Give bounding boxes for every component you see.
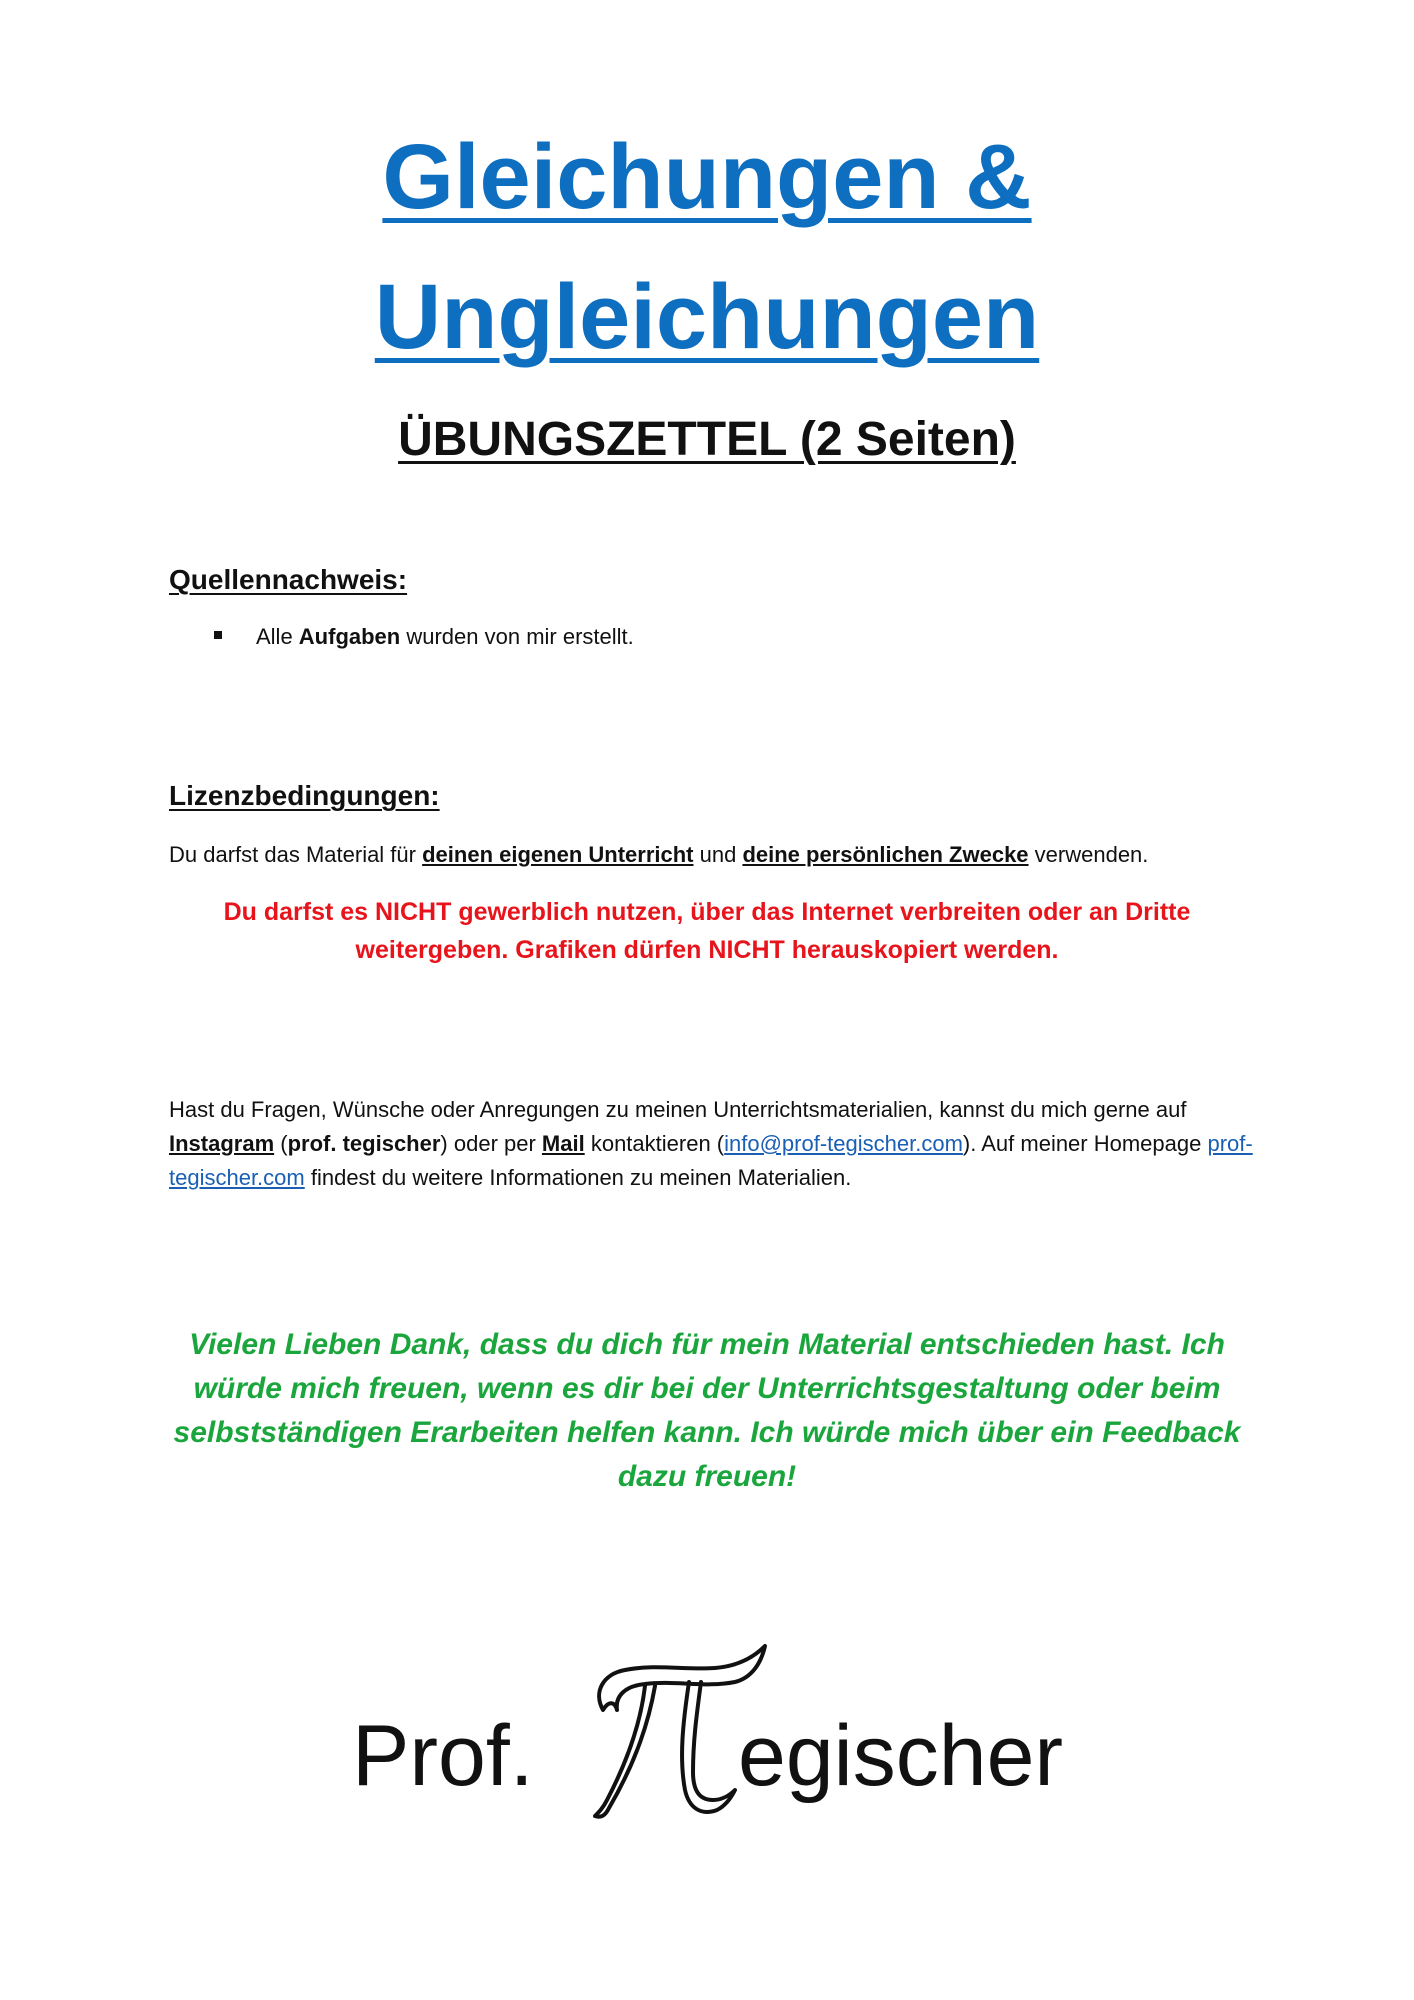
license-personal-use: deine persönlichen Zwecke [742,842,1029,867]
homepage-link[interactable]: prof-tegischer.com [169,1131,1253,1190]
logo-prefix: Prof. [352,1708,534,1804]
license-text-post: verwenden. [1028,842,1149,867]
source-bullet-pre: Alle [256,624,299,649]
instagram-label: Instagram [169,1131,275,1156]
license-heading: Lizenzbedingungen: [169,780,440,811]
contact-text-part: ( [274,1131,288,1156]
title-line-1: Gleichungen & [382,126,1032,228]
instagram-handle: prof. tegischer [287,1131,441,1156]
thanks-line-4: dazu freuen! [617,1460,797,1493]
contact-text-part: ) oder per [440,1131,542,1156]
license-warning-line-1: Du darfst es NICHT gewerblich nutzen, über das Internet verbreiten oder an Dritte [223,898,1191,926]
prof-tegischer-logo [0,1640,1414,1840]
thanks-line-2: würde mich freuen, wenn es dir bei der Unterrichtsgestaltung oder beim [193,1372,1221,1405]
source-bullet [214,622,634,652]
logo-suffix: egischer [738,1708,1064,1804]
source-bullet-post: wurden von mir erstellt. [400,624,634,649]
license-own-teaching: deinen eigenen Unterricht [422,842,694,867]
square-bullet-icon [214,631,222,639]
subtitle: ÜBUNGSZETTEL (2 Seiten) [398,413,1016,466]
contact-text-part: ). Auf meiner Homepage [962,1131,1208,1156]
email-link[interactable]: info@prof-tegischer.com [724,1131,963,1156]
contact-text-part: findest du weitere Informationen zu meinen Materialien. [304,1165,852,1190]
thanks-line-3: selbstständigen Erarbeiten helfen kann. Ich würde mich über ein Feedback [173,1416,1241,1449]
mail-label: Mail [541,1131,585,1156]
license-warning-line-2: weitergeben. Grafiken dürfen NICHT herauskopiert werden. [355,936,1059,964]
license-text-pre: Du darfst das Material für [169,842,423,867]
contact-text-part: kontaktieren ( [584,1131,725,1156]
license-warning [170,893,1244,969]
contact-text [169,1093,1259,1195]
source-bullet-bold: Aufgaben [298,624,401,649]
thanks-message [170,1323,1244,1499]
license-text-mid: und [693,842,743,867]
license-text [169,838,1259,872]
title-line-2: Ungleichungen [374,266,1040,368]
thanks-line-1: Vielen Lieben Dank, dass du dich für mein Material entschieden hast. Ich [189,1328,1225,1361]
source-heading: Quellennachweis: [169,564,408,595]
contact-text-part: Hast du Fragen, Wünsche oder Anregungen zu meinen Unterrichtsmaterialien, kannst du mich gerne auf [169,1097,1187,1122]
